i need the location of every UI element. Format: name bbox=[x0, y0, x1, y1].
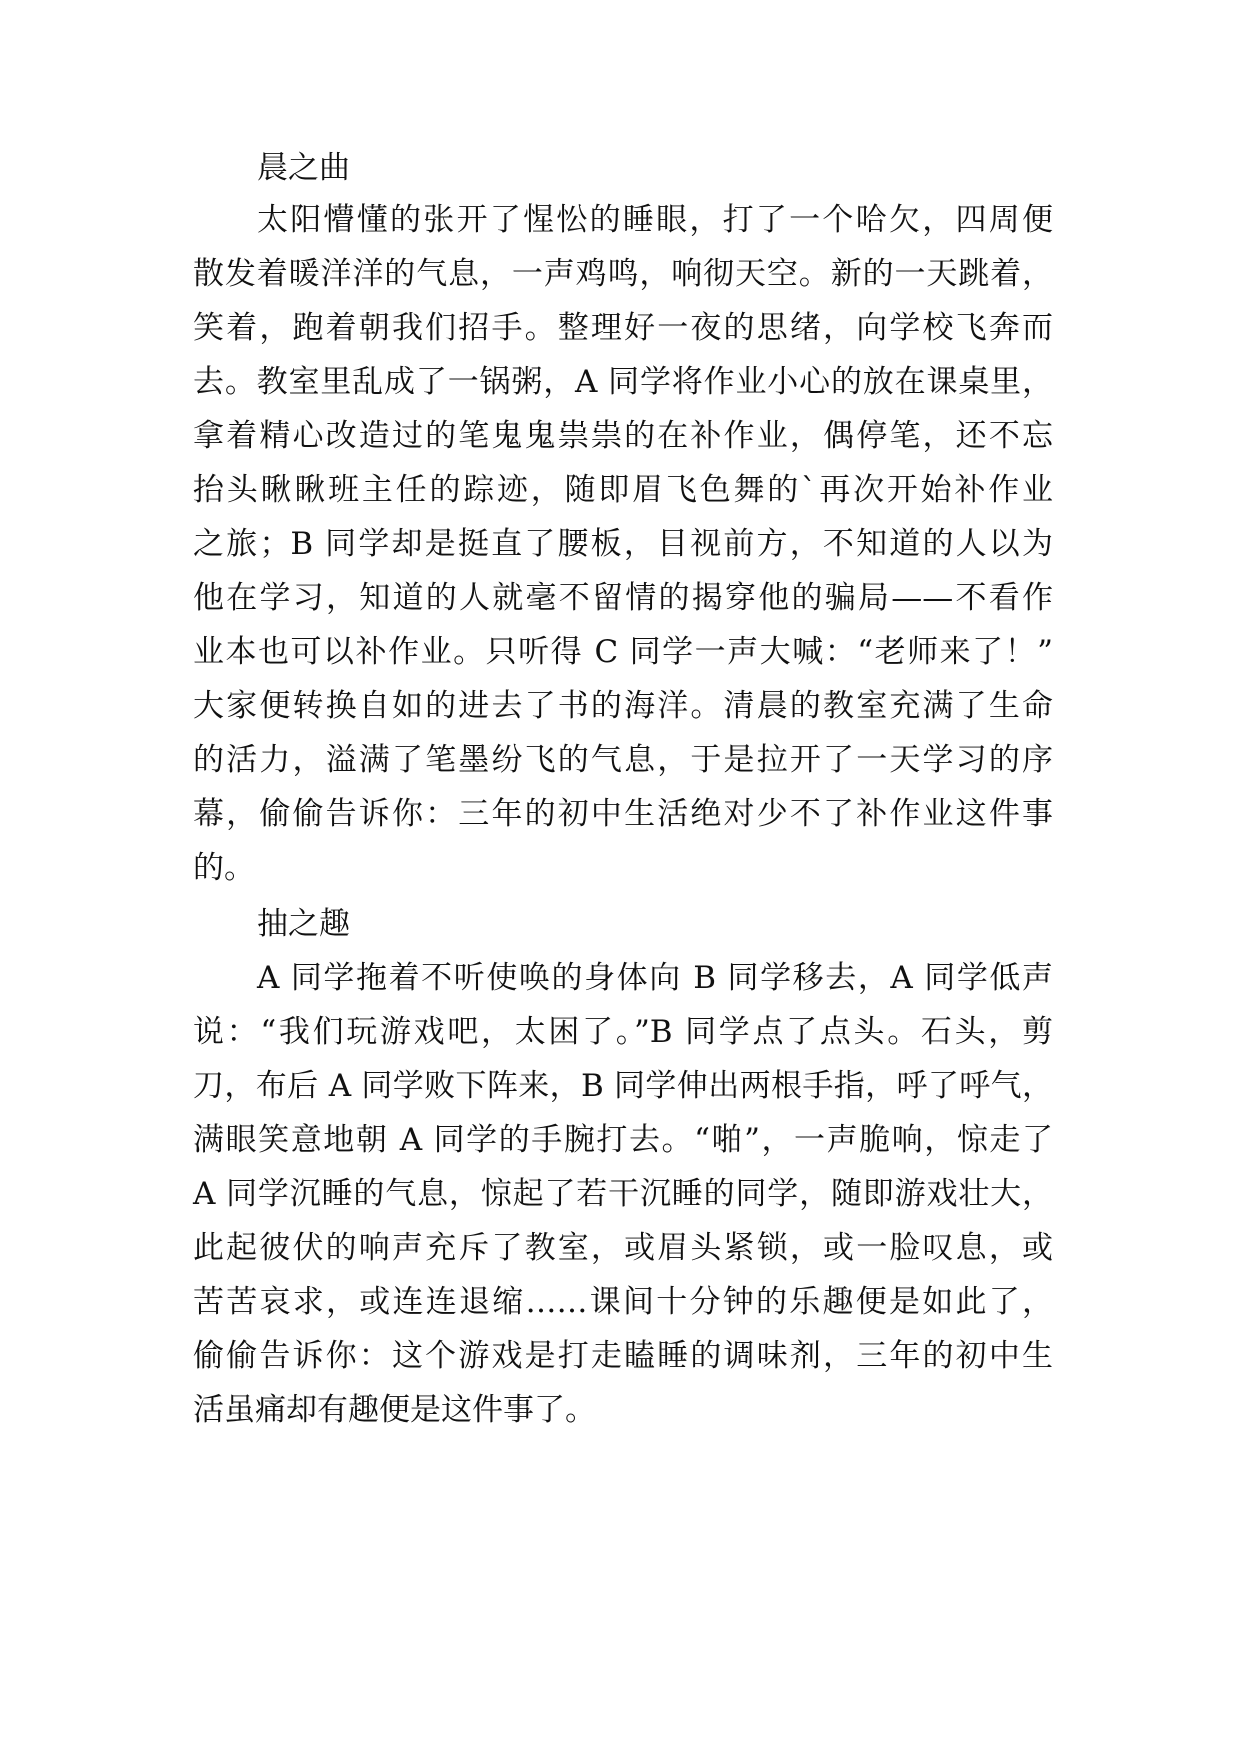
paragraph-line: 说：“我们玩游戏吧，太困了。”B 同学点了点头。石头，剪 bbox=[193, 1014, 1053, 1050]
paragraph-line: 太阳懵懂的张开了惺忪的睡眼，打了一个哈欠，四周便 bbox=[257, 202, 1053, 238]
paragraph-line: 偷偷告诉你：这个游戏是打走瞌睡的调味剂，三年的初中生 bbox=[193, 1338, 1053, 1374]
paragraph-line: 拿着精心改造过的笔鬼鬼祟祟的在补作业，偶停笔，还不忘 bbox=[193, 418, 1053, 454]
paragraph-line: 幕，偷偷告诉你：三年的初中生活绝对少不了补作业这件事 bbox=[193, 796, 1053, 832]
paragraph-line: 去。教室里乱成了一锅粥，A 同学将作业小心的放在课桌里， bbox=[193, 364, 1053, 400]
section-heading: 晨之曲 bbox=[257, 150, 350, 186]
paragraph-line: 笑着，跑着朝我们招手。整理好一夜的思绪，向学校飞奔而 bbox=[193, 310, 1053, 346]
paragraph-line: 的。 bbox=[193, 850, 255, 886]
paragraph-line: 业本也可以补作业。只听得 C 同学一声大喊：“老师来了！” bbox=[193, 634, 1053, 670]
paragraph-line: 刀，布后 A 同学败下阵来，B 同学伸出两根手指，呼了呼气， bbox=[193, 1068, 1053, 1104]
paragraph-line: 满眼笑意地朝 A 同学的手腕打去。“啪”，一声脆响，惊走了 bbox=[193, 1122, 1053, 1158]
paragraph-line: 活虽痛却有趣便是这件事了。 bbox=[193, 1392, 596, 1428]
paragraph-line: 大家便转换自如的进去了书的海洋。清晨的教室充满了生命 bbox=[193, 688, 1053, 724]
paragraph-line: 他在学习，知道的人就毫不留情的揭穿他的骗局——不看作 bbox=[193, 580, 1053, 616]
paragraph-line: 的活力，溢满了笔墨纷飞的气息，于是拉开了一天学习的序 bbox=[193, 742, 1053, 778]
paragraph-line: 之旅；B 同学却是挺直了腰板，目视前方，不知道的人以为 bbox=[193, 526, 1053, 562]
paragraph-line: 抬头瞅瞅班主任的踪迹，随即眉飞色舞的`再次开始补作业 bbox=[193, 472, 1053, 508]
paragraph-line: 散发着暖洋洋的气息，一声鸡鸣，响彻天空。新的一天跳着， bbox=[193, 256, 1053, 292]
paragraph-line: A 同学沉睡的气息，惊起了若干沉睡的同学，随即游戏壮大， bbox=[193, 1176, 1053, 1212]
paragraph-line: 苦苦哀求，或连连退缩……课间十分钟的乐趣便是如此了， bbox=[193, 1284, 1053, 1320]
paragraph-line: A 同学拖着不听使唤的身体向 B 同学移去，A 同学低声 bbox=[257, 960, 1053, 996]
section-heading: 抽之趣 bbox=[257, 906, 350, 942]
paragraph-line: 此起彼伏的响声充斥了教室，或眉头紧锁，或一脸叹息，或 bbox=[193, 1230, 1053, 1266]
